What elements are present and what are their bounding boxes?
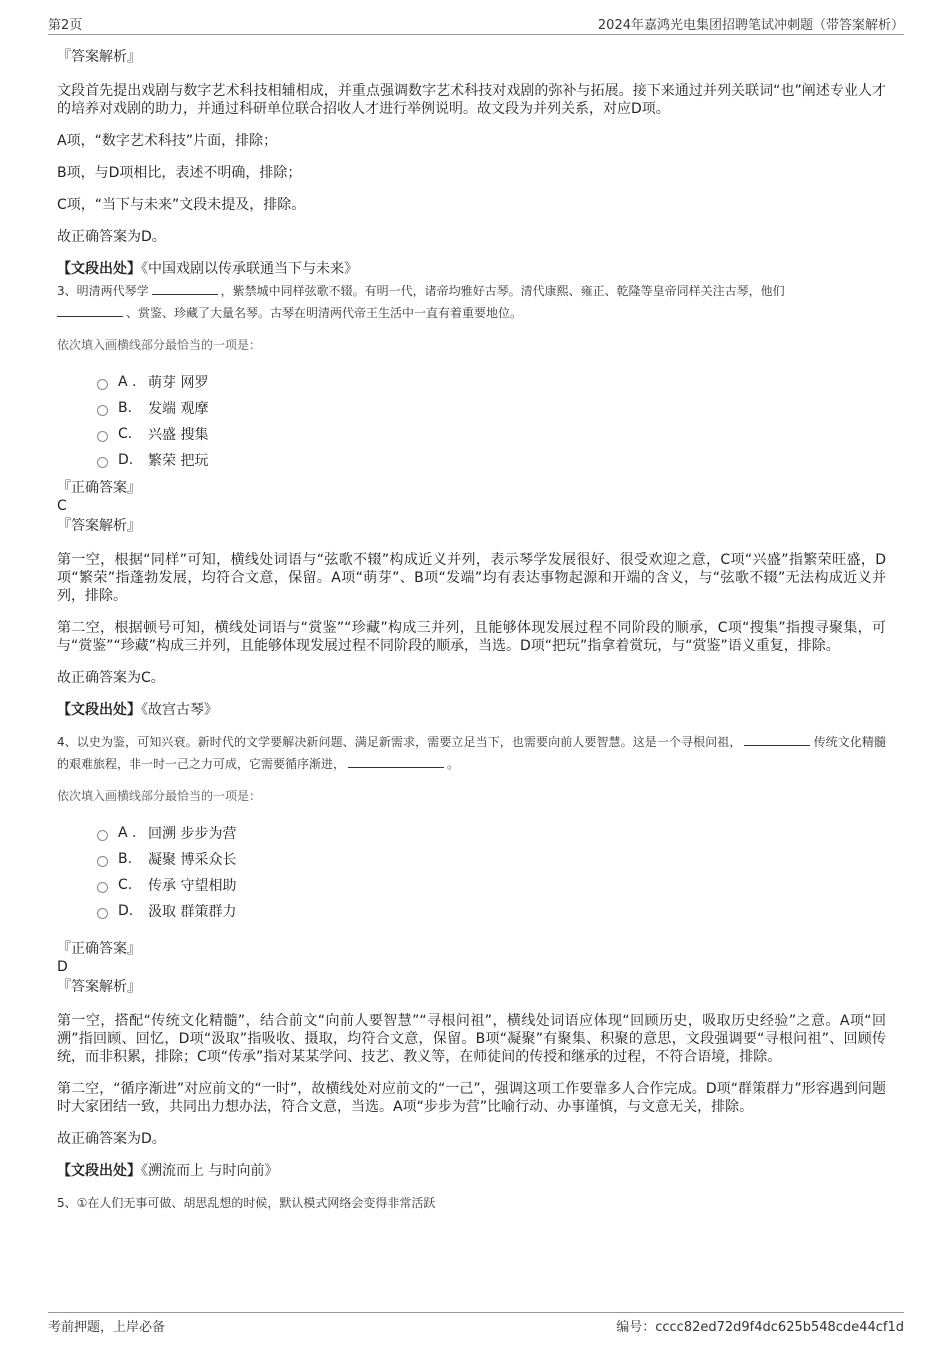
option-letter: A . xyxy=(118,825,137,841)
question-text: 。 xyxy=(447,757,460,771)
option-text: 萌芽 网罗 xyxy=(148,375,209,391)
option-text: 回溯 步步为营 xyxy=(148,826,237,842)
question-text: 4、以史为鉴，可知兴衰。新时代的文学要解决新问题、满足新需求，需要立足当下，也需要向前人要智慧。这是一个寻根问祖， xyxy=(57,735,742,749)
radio-icon[interactable] xyxy=(97,908,108,919)
radio-icon[interactable] xyxy=(97,882,108,893)
option-letter: C. xyxy=(118,877,133,893)
option-d[interactable] xyxy=(97,898,886,924)
option-d[interactable] xyxy=(97,447,886,473)
source-label: 【文段出处】 xyxy=(57,1163,141,1179)
option-b[interactable] xyxy=(97,846,886,872)
option-letter: B. xyxy=(118,400,133,416)
analysis-paragraph: 第二空，“循序渐进”对应前文的“一时”，故横线处对应前文的“一己”，强调这项工作要靠多人合作完成。D项“群策群力”形容遇到问题时大家团结一致，共同出力想办法，符合文意，当选。A项“步步为营”比喻行动、办事谨慎，与文意无关，排除。 xyxy=(57,1081,886,1115)
analysis-paragraph: 第一空，根据“同样”可知，横线处词语与“弦歌不辍”构成近义并列，表示琴学发展很好、很受欢迎之意，C项“兴盛”指繁荣旺盛，D项“繁荣”指蓬勃发展，均符合文意，保留。A项“萌芽”、B项“发端”均有表达事物起源和开端的含义，与“弦歌不辍”无法构成近义并列，排除。 xyxy=(57,552,886,604)
analysis-paragraph: 文段首先提出戏剧与数字艺术科技相辅相成，并重点强调数字艺术科技对戏剧的弥补与拓展。接下来通过并列关联词“也”阐述专业人才的培养对戏剧的助力，并通过科研单位联合招收人才进行举例说明。故文段为并列关系，对应D项。 xyxy=(57,83,886,117)
document-title: 2024年嘉鸿光电集团招聘笔试冲刺题（带答案解析） xyxy=(597,18,904,33)
question-5: 5、①在人们无事可做、胡思乱想的时候，默认模式网络会变得非常活跃 xyxy=(57,1196,436,1210)
option-letter: D. xyxy=(118,903,134,919)
question-prompt: 依次填入画横线部分最恰当的一项是： xyxy=(57,789,262,803)
option-letter: C. xyxy=(118,426,133,442)
correct-answer-label: 『正确答案』 xyxy=(57,941,141,957)
analysis-label: 『答案解析』 xyxy=(57,49,141,65)
option-text: 发端 观摩 xyxy=(148,401,209,417)
page-number: 第2页 xyxy=(48,18,83,33)
radio-icon[interactable] xyxy=(97,431,108,442)
document-code: 编号：cccc82ed72d9f4dc625b548cde44cf1d xyxy=(616,1320,904,1335)
source-title: 《中国戏剧以传承联通当下与未来》 xyxy=(141,261,358,277)
question-prompt: 依次填入画横线部分最恰当的一项是： xyxy=(57,338,262,352)
question-text: 、赏鉴、珍藏了大量名琴。古琴在明清两代帝王生活中一直有着重要地位。 xyxy=(126,306,523,320)
blank-1 xyxy=(152,282,218,295)
question-text: ，紫禁城中同样弦歌不辍。有明一代，诸帝均雅好古琴。清代康熙、雍正、乾隆等皇帝同样关注古琴，他们 xyxy=(220,284,785,298)
footer-slogan: 考前押题，上岸必备 xyxy=(48,1320,166,1335)
option-text: 兴盛 搜集 xyxy=(148,427,209,443)
option-a[interactable] xyxy=(97,820,886,846)
option-letter: B. xyxy=(118,851,133,867)
analysis-label: 『答案解析』 xyxy=(57,518,141,534)
radio-icon[interactable] xyxy=(97,405,108,416)
source-line xyxy=(57,701,886,719)
correct-answer-label: 『正确答案』 xyxy=(57,480,141,496)
option-text: 凝聚 博采众长 xyxy=(148,852,237,868)
analysis-option-b: B项，与D项相比，表述不明确，排除； xyxy=(57,165,302,181)
option-text: 传承 守望相助 xyxy=(148,878,237,894)
option-b[interactable] xyxy=(97,395,886,421)
option-a[interactable] xyxy=(97,369,886,395)
blank-2 xyxy=(348,755,444,768)
radio-icon[interactable] xyxy=(97,856,108,867)
option-c[interactable] xyxy=(97,421,886,447)
blank-2 xyxy=(57,304,123,317)
radio-icon[interactable] xyxy=(97,457,108,468)
blank-1 xyxy=(744,733,810,746)
analysis-option-c: C项，“当下与未来”文段未提及，排除。 xyxy=(57,197,306,213)
question-4 xyxy=(57,731,886,775)
page-header xyxy=(48,14,904,35)
analysis-paragraph: 第二空，根据顿号可知，横线处词语与“赏鉴”“珍藏”构成三并列，且能够体现发展过程不同阶段的顺承，C项“搜集”指搜寻聚集，可与“赏鉴”“珍藏”构成三并列，且能够体现发展过程不同阶段的顺承，当选。D项“把玩”指拿着赏玩，与“赏鉴”语义重复，排除。 xyxy=(57,620,886,654)
radio-icon[interactable] xyxy=(97,830,108,841)
options-list-q3 xyxy=(57,369,886,473)
question-text: 3、明清两代琴学 xyxy=(57,284,149,298)
final-answer: 故正确答案为C。 xyxy=(57,670,165,686)
option-letter: D. xyxy=(118,452,134,468)
question-3 xyxy=(57,280,886,324)
option-text: 汲取 群策群力 xyxy=(148,904,237,920)
radio-icon[interactable] xyxy=(97,379,108,390)
option-c[interactable] xyxy=(97,872,886,898)
source-line xyxy=(57,1162,886,1180)
analysis-paragraph: 第一空，搭配“传统文化精髓”，结合前文“向前人要智慧”“寻根问祖”，横线处词语应体现“回顾历史，吸取历史经验”之意。A项“回溯”指回顾、回忆，D项“汲取”指吸收、摄取，均符合文意，保留。B项“凝聚”有聚集、积聚的意思，文段强调要“寻根问祖”、回顾传统，而非积累，排除；C项“传承”指对某某学问、技艺、教义等，在师徒间的传授和继承的过程，不符合语境，排除。 xyxy=(57,1013,886,1065)
source-label: 【文段出处】 xyxy=(57,702,141,718)
source-title: 《故宫古琴》 xyxy=(141,702,218,718)
options-list-q4 xyxy=(57,820,886,924)
option-text: 繁荣 把玩 xyxy=(148,453,209,469)
source-line xyxy=(57,260,886,278)
source-title: 《溯流而上 与时向前》 xyxy=(141,1163,279,1179)
correct-answer: D xyxy=(57,959,68,975)
correct-answer: C xyxy=(57,498,67,514)
analysis-option-a: A项，“数字艺术科技”片面，排除； xyxy=(57,133,278,149)
final-answer: 故正确答案为D。 xyxy=(57,229,166,245)
question-text: 传统文化精髓的艰难旅程，非一时一己之力可成，它需要循序渐进， xyxy=(57,735,886,771)
source-label: 【文段出处】 xyxy=(57,261,141,277)
final-answer: 故正确答案为D。 xyxy=(57,1131,166,1147)
main-content xyxy=(57,46,886,1214)
option-letter: A . xyxy=(118,374,137,390)
analysis-label: 『答案解析』 xyxy=(57,979,141,995)
page-footer xyxy=(48,1312,904,1336)
